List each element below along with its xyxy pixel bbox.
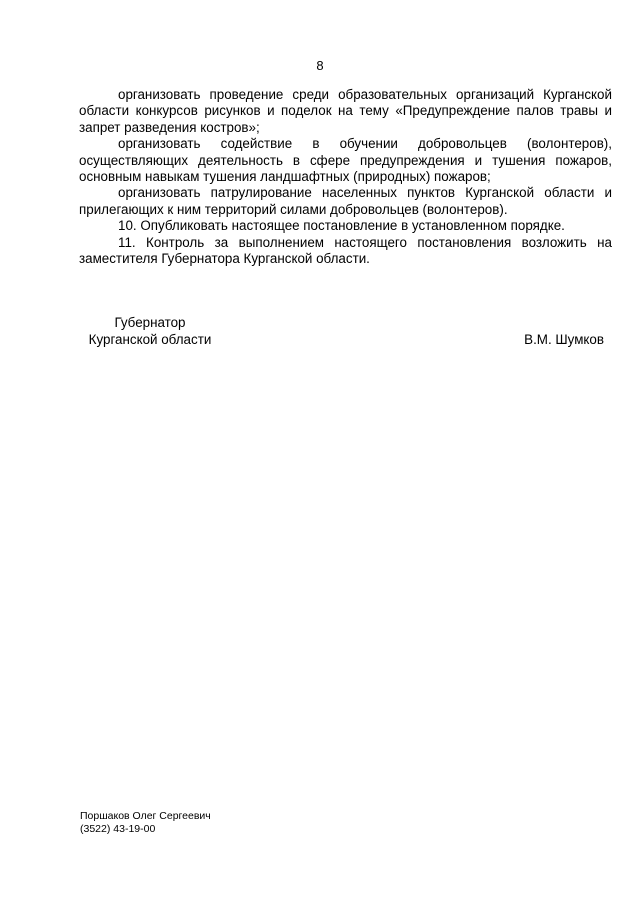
paragraph-volunteer-training: организовать содействие в обучении добровольцев (волонтеров), осуществляющих деятельность в сфере предупреждения и тушения пожаров, основным навыкам тушения ландшафтных (природных) пожаров;	[79, 136, 612, 185]
signatory-title-line2: Курганской области	[88, 332, 212, 347]
paragraph-patrol: организовать патрулирование населенных пунктов Курганской области и прилегающих к ним территорий силами добровольцев (волонтеров).	[79, 185, 612, 217]
paragraph-contest: организовать проведение среди образовательных организаций Курганской области конкурсов рисунков и поделок на тему «Предупреждение палов травы и запрет разведения костров»;	[79, 87, 612, 135]
signatory-title-line1: Губернатор	[114, 315, 186, 330]
executor-block	[80, 810, 211, 835]
signatory-name: В.М. Шумков	[524, 332, 604, 347]
signatory-title	[82, 314, 218, 348]
executor-name: Поршаков Олег Сергеевич	[80, 810, 211, 822]
page-number: 8	[316, 58, 324, 73]
paragraph-publish: 10. Опубликовать настоящее постановление в установленном порядке.	[118, 218, 565, 234]
document-body	[79, 87, 612, 267]
executor-phone: (3522) 43-19-00	[80, 822, 156, 835]
paragraph-control: 11. Контроль за выполнением настоящего постановления возложить на заместителя Губернатора Курганской области.	[79, 234, 612, 267]
